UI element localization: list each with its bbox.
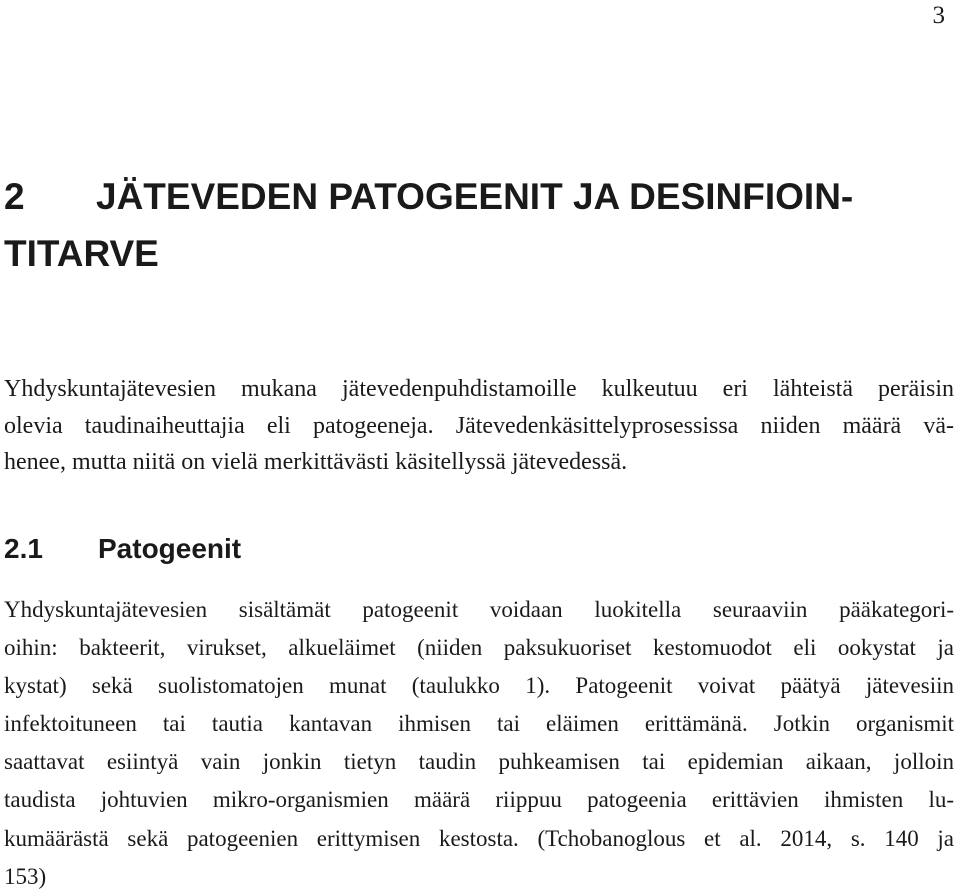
body-line: Yhdyskuntajätevesien sisältämät patogeenit voidaan luokitella seuraaviin pääkategori- xyxy=(4,597,954,622)
intro-line: olevia taudinaiheuttajia eli patogeeneja. Jätevedenkäsittelyprosessissa niiden määrä vä- xyxy=(4,412,954,439)
body-line: saattavat esiintyä vain jonkin tietyn taudin puhkeamisen tai epidemian aikaan, jolloin xyxy=(4,749,954,775)
intro-line: Yhdyskuntajätevesien mukana jätevedenpuhdistamoille kulkeutuu eri lähteistä peräisin xyxy=(4,376,954,402)
chapter-title-line-1: JÄTEVEDEN PATOGEENIT JA DESINFIOIN- xyxy=(96,176,854,217)
section-title: Patogeenit xyxy=(98,533,242,564)
intro-paragraph xyxy=(4,371,954,481)
body-line: kystat) sekä suolistomatojen munat (taulukko 1). Patogeenit voivat päätyä jätevesiin xyxy=(4,673,954,699)
body-line: 153) xyxy=(4,863,47,889)
body-line: kumäärästä sekä patogeenien erittymisen kestosta. (Tchobanoglous et al. 2014, s. 140 ja xyxy=(4,825,954,851)
page-number: 3 xyxy=(932,2,945,29)
body-line: taudista johtuvien mikro-organismien määrä riippuu patogeenia erittävien ihmisten lu- xyxy=(4,787,954,813)
intro-line: henee, mutta niitä on vielä merkittävästi käsitellyssä jätevedessä. xyxy=(4,449,628,475)
body-paragraph xyxy=(4,591,954,896)
chapter-number: 2 xyxy=(4,176,25,217)
chapter-heading xyxy=(4,168,853,282)
body-line: oihin: bakteerit, virukset, alkueläimet (niiden paksukuoriset kestomuodot eli ookystat ja xyxy=(4,635,954,661)
section-heading xyxy=(4,529,241,569)
section-number: 2.1 xyxy=(4,533,43,564)
chapter-title-line-2: TITARVE xyxy=(4,233,159,274)
body-line: infektoituneen tai tautia kantavan ihmisen tai eläimen erittämänä. Jotkin organismit xyxy=(4,711,954,737)
